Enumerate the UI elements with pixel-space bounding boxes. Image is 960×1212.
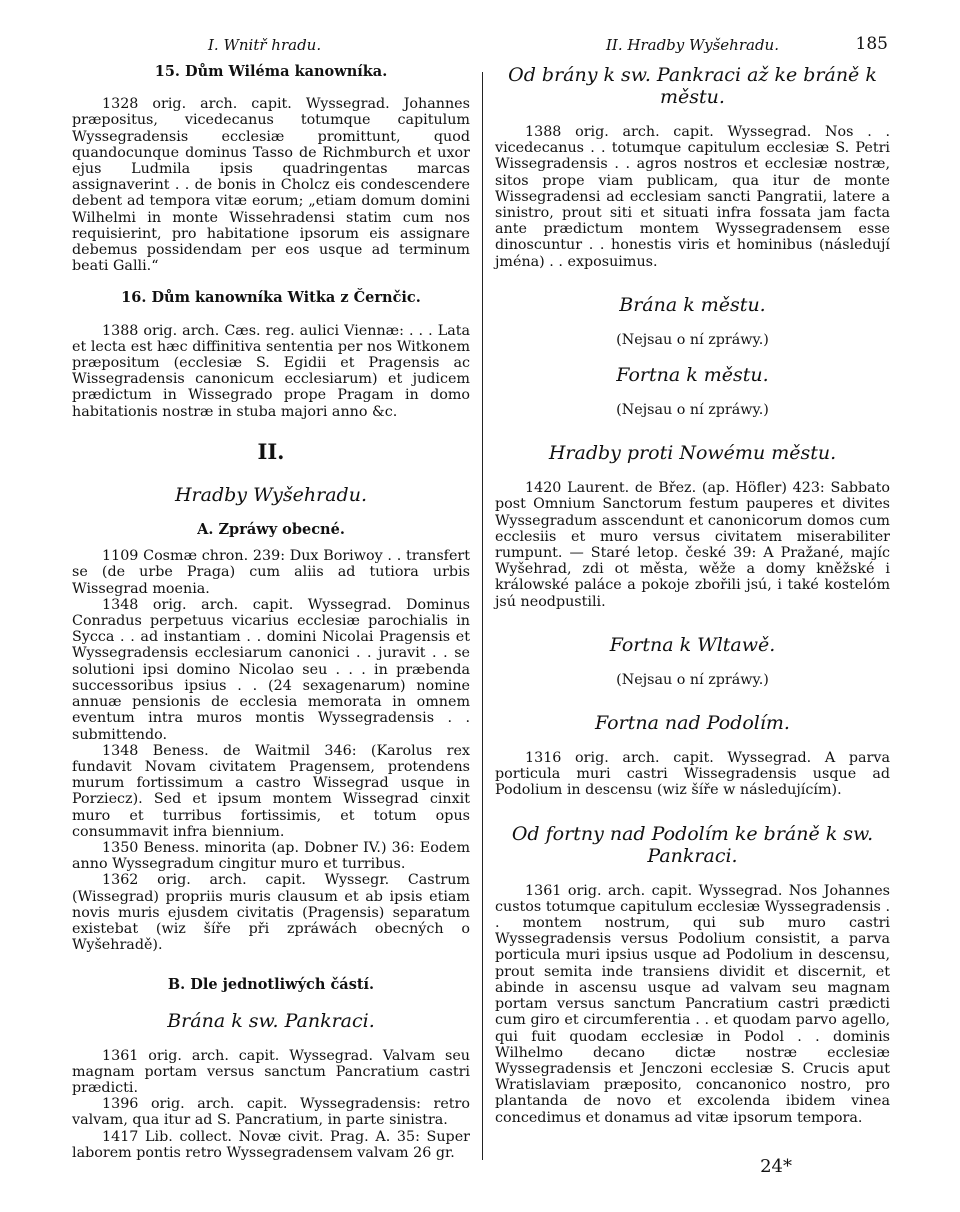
signature-mark: 24*	[760, 1156, 792, 1177]
no-reports-note: (Nejsau o ní zpráwy.)	[616, 671, 769, 688]
subsection-title: Od brány k sw. Pankraci až ke bráně k městu.	[508, 64, 877, 108]
subsection-entry: 1361 orig. arch. capit. Wyssegrad. Nos Johannes custos totumque capitulum ecclesiæ Wyssegradensis . . montem nostrum, qui sub muro castri Wyssegradensis versus Podolium consistit, a parva porticula muri ipsius usque ad Podolium in descensu, prout semita inde transiens dividit et discernit, et abinde in ascensu usque ad valvam seu magnam portam versus sanctum Pancratium castri prædicti cum giro et circumferentia . . et quodam parvo agello, qui fuit quodam ecclesiæ in Podol . . dominis Wilhelmo decano dictæ nostræ ecclesiæ Wyssegradensis et Jenczoni ecclesiæ S. Crucis aput Wratislaviam præposito, concanonico nostro, pro plantanda de novo et excolenda ibidem vinea concedimus et donamus ad vitæ ipsorum tempora.	[495, 882, 890, 1126]
section-a-entry: 1348 Beness. de Waitmil 346: (Karolus rex fundavit Novam civitatem Pragensem, protendens murum fortissimum a castro Wissegrad usque in Porziecz). Sed et ipsum montem Wissegrad cinxit muro et turribus fortissimis, et totum opus consummavit infra biennium.	[72, 742, 470, 840]
subsection-title: Brána k městu.	[619, 293, 766, 316]
part-title: Hradby Wyšehradu.	[174, 484, 367, 507]
page-number: 185	[855, 34, 888, 54]
column-divider	[482, 72, 483, 1160]
subsection-entry: 1417 Lib. collect. Novæ civit. Prag. A. 35: Super laborem pontis retro Wyssegradensem valvam 26 gr.	[72, 1128, 470, 1161]
subsection-entry: 1361 orig. arch. capit. Wyssegrad. Valvam seu magnam portam versus sanctum Pancratium castri prædicti.	[72, 1047, 470, 1096]
no-reports-note: (Nejsau o ní zpráwy.)	[616, 331, 769, 348]
section-a-title: A. Zpráwy obecné.	[197, 521, 345, 539]
right-column	[495, 64, 890, 1126]
subsection-title: Od fortny nad Podolím ke bráně k sw. Pankraci.	[511, 822, 874, 867]
section-16-title: 16. Dům kanowníka Witka z Černčic.	[121, 289, 421, 307]
subsection-title: Brána k sw. Pankraci.	[167, 1009, 375, 1032]
subsection-entry: 1396 orig. arch. capit. Wyssegradensis: retro valvam, qua itur ad S. Pancratium, in parte sinistra.	[72, 1096, 470, 1129]
part-numeral: II.	[257, 438, 285, 464]
left-column	[72, 64, 470, 1161]
section-a-entry: 1109 Cosmæ chron. 239: Dux Boriwoy . . transfert se (de urbe Praga) cum aliis ad tutiora urbis Wissegrad moenia.	[72, 548, 470, 597]
subsection-title: Hradby proti Nowému městu.	[548, 442, 837, 465]
no-reports-note: (Nejsau o ní zpráwy.)	[616, 402, 769, 419]
section-16-text: 1388 orig. arch. Cæs. reg. aulici Viennæ: . . . Lata et lecta est hæc diffinitiva sententia per nos Witkonem præpositum (ecclesiæ S. Egidii et Pragensis ac Wissegradensis canonicum ecclesiarum) et judicem prædictum in Wissegrado prope Pragam in domo habitationis nostræ in stuba majori anno &c.	[72, 322, 470, 420]
subsection-title: Fortna nad Podolím.	[595, 712, 790, 735]
section-15-text: 1328 orig. arch. capit. Wyssegrad. Johannes præpositus, vicedecanus totumque capitulum Wyssegradensis ecclesiæ promittunt, quod quandocunque dominus Tasso de Richmburch et uxor ejus Ludmila ipsis quadringentas marcas assignaverint . . de bonis in Cholcz eis condescendere debent ad tempora vitæ eorum; „etiam domum domini Wilhelmi in monte Wissehradensi statim cum nos requisierint, pro habitatione ipsorum eis assignare debemus possidendam per eos usque ad terminum beati Galli.“	[72, 96, 470, 275]
section-a-entry: 1348 orig. arch. capit. Wyssegrad. Dominus Conradus perpetuus vicarius ecclesiæ parochialis in Sycca . . ad instantiam . . domini Nicolai Pragensis et Wyssegradensis ecclesiarum canonici . . juravit . . se solutioni ipsi domino Nicolao seu . . . in præbenda successoribus ipsius . . (24 sexagenarum) nomine annuæ pensionis de ecclesia memorata in omnem eventum intra muros montis Wyssegradensis . . submittendo.	[72, 596, 470, 743]
subsection-entry: 1420 Laurent. de Břez. (ap. Höfler) 423: Sabbato post Omnium Sanctorum festum pauperes et divites Wyssegradum asscendunt et canonicorum domos cum ecclesiis et muro versus civitatem miserabiliter rumpunt. — Staré letop. české 39: A Pražané, majíc Wyšehrad, zdi ot města, wěže a domy kněžské i králowské paláce a pokoje zbořili jsú, i také kostelóm jsú neodpustili.	[495, 480, 890, 610]
section-15-title: 15. Dům Wiléma kanowníka.	[154, 63, 388, 80]
subsection-title: Fortna k městu.	[616, 364, 769, 387]
section-a-entry: 1350 Beness. minorita (ap. Dobner IV.) 36: Eodem anno Wyssegradum cingitur muro et turribus.	[72, 839, 470, 873]
subsection-title: Fortna k Wltawě.	[609, 633, 776, 656]
section-a-entry: 1362 orig. arch. capit. Wyssegr. Castrum (Wissegrad) propriis muris clausum et ab ipsis etiam novis muris ejusdem civitatis (Pragensis) separatum existebat (wiz šíře při zpráwách obecných o Wyšehradě).	[72, 872, 470, 954]
subsection-entry: 1316 orig. arch. capit. Wyssegrad. A parva porticula muri castri Wissegradensis usque ad Podolium in descensu (wiz šíře w následujícím).	[495, 750, 890, 799]
subsection-entry: 1388 orig. arch. capit. Wyssegrad. Nos . . vicedecanus . . totumque capitulum ecclesiæ S. Petri Wissegradensis . . agros nostros et ecclesiæ nostræ, sitos prope viam publicam, qua itur de monte Wissegradensi ad ecclesiam sancti Pangratii, latere a sinistro, prout siti et situati infra fossata jam facta ante prædictum montem Wyssegradensem esse dinoscuntur . . honestis viris et hominibus (následují jména) . . exposuimus.	[495, 124, 890, 270]
section-b-title: B. Dle jednotliwých částí.	[167, 976, 375, 994]
running-header-right: II. Hradby Wyšehradu.	[606, 36, 779, 54]
running-header-left: I. Wnitř hradu.	[208, 36, 322, 54]
